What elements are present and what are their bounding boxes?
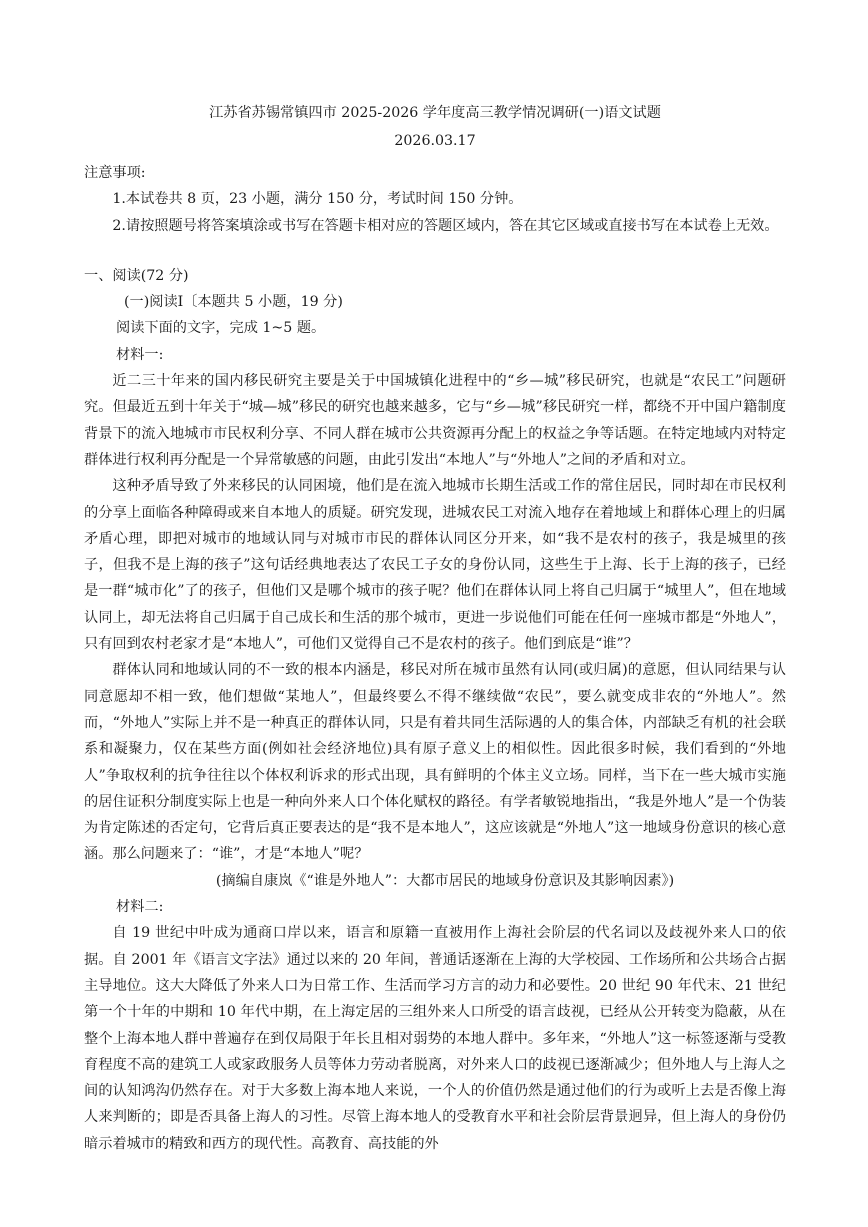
section-subheading: (一)阅读Ⅰ〔本题共 5 小题，19 分)	[124, 294, 343, 311]
material1-paragraph: 群体认同和地域认同的不一致的根本内涵是，移民对所在城市虽然有认同(或归属)的意愿，但认同结果与认同意愿却不相一致，他们想做“某地人”，但最终要么不得不继续做“农民”，要么就变成非农的“外地人”。然而，“外地人”实际上并不是一种真正的群体认同，只是有着共同生活际遇的人的集合体，内部缺乏有机的社会联系和凝聚力，仅在某些方面(例如社会经济地位)具有原子意义上的相似性。因此很多时候，我们看到的“外地人”争取权利的抗争往往以个体权利诉求的形式出现，具有鲜明的个体主义立场。同样，当下在一些大城市实施的居住证积分制度实际上也是一种向外来人口个体化赋权的路径。有学者敏锐地指出，“我是外地人”是一个伪装为肯定陈述的否定句，它背后真正要表达的是“我不是本地人”，这应该就是“外地人”这一地域身份意识的核心意涵。那么问题来了：“谁”，才是“本地人”呢？	[84, 662, 786, 863]
material1-paragraph: 这种矛盾导致了外来移民的认同困境，他们是在流入地城市长期生活或工作的常住居民，同时却在市民权利的分享上面临各种障碍或来自本地人的质疑。研究发现，进城农民工对流入地存在着地域上和群体心理上的归属矛盾心理，即把对城市的地域认同与对城市市民的群体认同区分开来，如“我不是农村的孩子，我是城里的孩子，但我不是上海的孩子”这句话经典地表达了农民工子女的身份认同，这些生于上海、长于上海的孩子，已经是一群“城市化”了的孩子，但他们又是哪个城市的孩子呢？他们在群体认同上将自己归属于“城里人”，但在地域认同上，却无法将自己归属于自己成长和生活的那个城市，更进一步说他们可能在任何一座城市都是“外地人”，只有回到农村老家才是“本地人”，可他们又觉得自己不是农村的孩子。他们到底是“谁”？	[84, 478, 786, 653]
exam-date: 2026.03.17	[394, 133, 476, 149]
material-label: 材料一:	[116, 346, 164, 363]
section-heading: 一、阅读(72 分)	[84, 267, 189, 284]
material-label: 材料二:	[116, 899, 164, 916]
exam-page	[84, 100, 786, 1157]
material1-source: (摘编自康岚《“谁是外地人”：大都市居民的地域身份意识及其影响因素》)	[215, 872, 675, 889]
material2-paragraph: 自 19 世纪中叶成为通商口岸以来，语言和原籍一直被用作上海社会阶层的代名词以及歧视外来人口的依据。自 2001 年《语言文字法》通过以来的 20 年间，普通话逐渐在上海的大学校园、工作场所和公共场合占据主导地位。这大大降低了外来人口为日常工作、生活而学习方言的动力和必要性。20 世纪 90 年代末、21 世纪第一个十年的中期和 10 年代中期，在上海定居的三组外来人口所受的语言歧视，已经从公开转变为隐蔽，从在整个上海本地人群中普遍存在到仅局限于年长且相对弱势的本地人群中。多年来，“外地人”这一标签逐渐与受教育程度不高的建筑工人或家政服务人员等体力劳动者脱离，对外来人口的歧视已逐渐减少；但外地人与上海人之间的认知鸿沟仍然存在。对于大多数上海本地人来说，一个人的价值仍然是通过他们的行为或听上去是否像上海人来判断的；即是否具备上海人的习性。尽管上海本地人的受教育水平和社会阶层背景迥异，但上海人的身份仍暗示着城市的精致和西方的现代性。高教育、高技能的外	[84, 925, 786, 1152]
notice-item: 1.本试卷共 8 页，23 小题，满分 150 分，考试时间 150 分钟。	[112, 191, 523, 208]
section-instruction: 阅读下面的文字，完成 1~5 题。	[116, 320, 326, 337]
material1-paragraph: 近二三十年来的国内移民研究主要是关于中国城镇化进程中的“乡—城”移民研究，也就是“农民工”问题研究。但最近五到十年关于“城—城”移民的研究也越来越多，它与“乡—城”移民研究一样，都绕不开中国户籍制度背景下的流入地城市市民权利分享、不同人群在城市公共资源再分配上的权益之争等话题。在特定地域内对特定群体进行权利再分配是一个异常敏感的问题，由此引发出“本地人”与“外地人”之间的矛盾和对立。	[84, 373, 786, 468]
exam-title: 江苏省苏锡常镇四市 2025-2026 学年度高三教学情况调研(一)语文试题	[209, 105, 661, 121]
notice-heading: 注意事项:	[84, 165, 146, 181]
notice-item: 2.请按照题号将答案填涂或书写在答题卡相对应的答题区域内，答在其它区域或直接书写在本试卷上无效。	[112, 217, 779, 234]
